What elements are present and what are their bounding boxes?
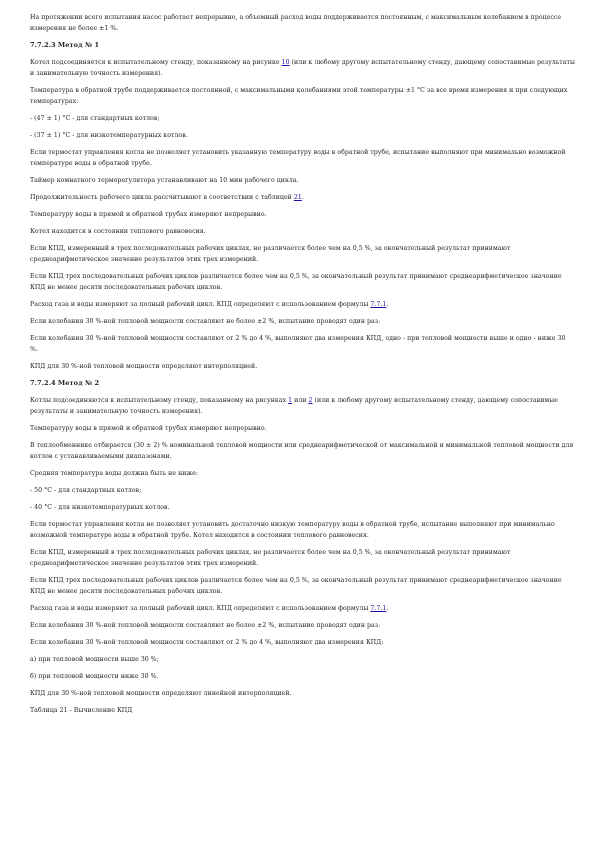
paragraph <box>30 57 575 79</box>
paragraph <box>30 671 575 682</box>
paragraph <box>30 705 575 716</box>
paragraph <box>30 226 575 237</box>
reference-link[interactable]: 10 <box>281 59 290 66</box>
paragraph <box>30 243 575 265</box>
reference-link[interactable]: 2 <box>308 397 313 404</box>
paragraph-text: Если колебания 30 %-ной тепловой мощности составляют от 2 % до 4 %, выполняют два измерения КПД: <box>30 639 384 646</box>
paragraph <box>30 12 575 34</box>
paragraph-text: Если КПД, измеренный в трех последовательных рабочих циклах, не различается более чем на 0,5 %, за окончательный результат принимают среднеарифметическое значение результатов этих трех измерений. <box>30 245 511 263</box>
paragraph <box>30 316 575 327</box>
paragraph-text: КПД для 30 %-ной тепловой мощности определяют линейной интерполяцией. <box>30 690 292 697</box>
paragraph <box>30 192 575 203</box>
paragraph-text: Если термостат управления котла не позволяет установить указанную температуру воды в обратной трубе, испытание выполняют при минимально возможной температуре воды в обратной трубе. <box>30 149 566 167</box>
paragraph-text: - (37 ± 1) °С - для низкотемпературных котлов. <box>30 132 188 139</box>
paragraph-text: Если колебания 30 %-ной тепловой мощности составляют не более ±2 %, испытание проводят один раз. <box>30 318 381 325</box>
paragraph <box>30 468 575 479</box>
reference-link[interactable]: 21 <box>293 194 302 201</box>
paragraph <box>30 85 575 107</box>
paragraph-text: Если КПД трех последовательных рабочих циклов различается более чем на 0,5 %, за окончательный результат принимают среднеарифметическое значение КПД не менее десяти последовательных рабочих циклов. <box>30 577 562 595</box>
paragraph <box>30 423 575 434</box>
paragraph-text: Расход газа и воды измеряют за полный рабочий цикл. КПД определяют с использованием формулы <box>30 301 371 308</box>
paragraph-text: Если колебания 30 %-ной тепловой мощности составляют от 2 % до 4 %, выполняют два измерения КПД, одно - при тепловой мощности выше и одно - ниже 30 %. <box>30 335 566 353</box>
paragraph-text: 7.7.2.3 Метод № 1 <box>30 41 100 49</box>
paragraph <box>30 637 575 648</box>
paragraph <box>30 575 575 597</box>
paragraph <box>30 271 575 293</box>
paragraph-text: . <box>301 194 304 201</box>
paragraph <box>30 519 575 541</box>
paragraph-text: Если термостат управления котла не позволяет установить достаточно низкую температуру воды в обратной трубе, испытание выполняют при минимально возможной температуре воды в обратной трубе. Котел находится в состоянии теплового равновесия. <box>30 521 555 539</box>
paragraph <box>30 440 575 462</box>
paragraph-text: - (47 ± 1) °С - для стандартных котлов; <box>30 115 160 122</box>
paragraph-text: - 50 °С - для стандартных котлов; <box>30 487 142 494</box>
paragraph <box>30 147 575 169</box>
paragraph <box>30 299 575 310</box>
reference-link[interactable]: 1 <box>288 397 293 404</box>
paragraph-text: Температуру воды в прямой и обратной трубах измеряют непрерывно. <box>30 425 267 432</box>
paragraph-text: 7.7.2.4 Метод № 2 <box>30 379 100 387</box>
reference-link[interactable]: 7.7.1 <box>370 605 387 612</box>
paragraph <box>30 395 575 417</box>
paragraph <box>30 654 575 665</box>
paragraph-text: (или к любому другому испытательному стенду, дающему сопоставимые результаты и занимательную точность измерения). <box>30 397 558 415</box>
section-heading <box>30 40 575 51</box>
reference-link[interactable]: 7.7.1 <box>370 301 387 308</box>
paragraph-text: В теплообменнике отбирается (30 ± 2) % номинальной тепловой мощности или среднеарифметической от максимальной и минимальной тепловой мощности для котлов с устанавливаемыми диапазонами. <box>30 442 574 460</box>
paragraph-text: б) при тепловой мощности ниже 30 %. <box>30 673 159 680</box>
document-body <box>30 12 575 722</box>
paragraph-text: а) при тепловой мощности выше 30 %; <box>30 656 159 663</box>
paragraph-text: Если КПД трех последовательных рабочих циклов различается более чем на 0,5 %, за окончательный результат принимают среднеарифметическое значение КПД не менее десяти последовательных рабочих циклов. <box>30 273 562 291</box>
paragraph <box>30 547 575 569</box>
paragraph-text: Температура в обратной трубе поддерживается постоянной, с максимальными колебаниями этой температуры ±1 °С за все время измерения и при следующих температурах: <box>30 87 568 105</box>
paragraph-text: или <box>292 397 309 404</box>
paragraph <box>30 603 575 614</box>
section-heading <box>30 378 575 389</box>
paragraph-text: Расход газа и воды измеряют за полный рабочий цикл. КПД определяют с использованием формулы <box>30 605 371 612</box>
paragraph <box>30 361 575 372</box>
paragraph-text: (или к любому другому испытательному стенду, дающему сопоставимые результаты и занимательную точность измерения). <box>30 59 575 77</box>
paragraph-text: Средняя температура воды должна быть не ниже: <box>30 470 199 477</box>
paragraph <box>30 333 575 355</box>
paragraph-text: КПД для 30 %-ной тепловой мощности определяют интерполяцией. <box>30 363 258 370</box>
paragraph <box>30 485 575 496</box>
paragraph-text: На протяжении всего испытания насос работает непрерывно, а объемный расход воды поддерживается постоянным, с максимальным колебанием в процессе измерения не более ±1 %. <box>30 14 562 32</box>
paragraph-text: Котлы подсоединяются к испытательному стенду, показанному на рисунках <box>30 397 289 404</box>
paragraph <box>30 130 575 141</box>
paragraph-text: Продолжительность рабочего цикла рассчитывают в соответствии с таблицей <box>30 194 294 201</box>
paragraph-text: Если колебания 30 %-ной тепловой мощности составляют не более ±2 %, испытание проводят один раз. <box>30 622 381 629</box>
paragraph <box>30 688 575 699</box>
paragraph-text: . <box>386 605 389 612</box>
paragraph <box>30 175 575 186</box>
paragraph-text: Если КПД, измеренный в трех последовательных рабочих циклах, не различается более чем на 0,5 %, за окончательный результат принимают среднеарифметическое значение результатов этих трех измерений. <box>30 549 511 567</box>
paragraph-text: Температуру воды в прямой и обратной трубах измеряют непрерывно. <box>30 211 267 218</box>
paragraph-text: Котел подсоединяется к испытательному стенду, показанному на рисунке <box>30 59 282 66</box>
paragraph-text: . <box>386 301 389 308</box>
paragraph-text: Таблица 21 - Вычисление КПД <box>30 707 133 714</box>
paragraph <box>30 209 575 220</box>
paragraph-text: Котел находится в состоянии теплового равновесия. <box>30 228 206 235</box>
paragraph-text: - 40 °С - для низкотемпературных котлов. <box>30 504 170 511</box>
paragraph <box>30 502 575 513</box>
paragraph <box>30 620 575 631</box>
paragraph-text: Таймер комнатного терморегулятора устанавливают на 10 мин рабочего цикла. <box>30 177 299 184</box>
paragraph <box>30 113 575 124</box>
